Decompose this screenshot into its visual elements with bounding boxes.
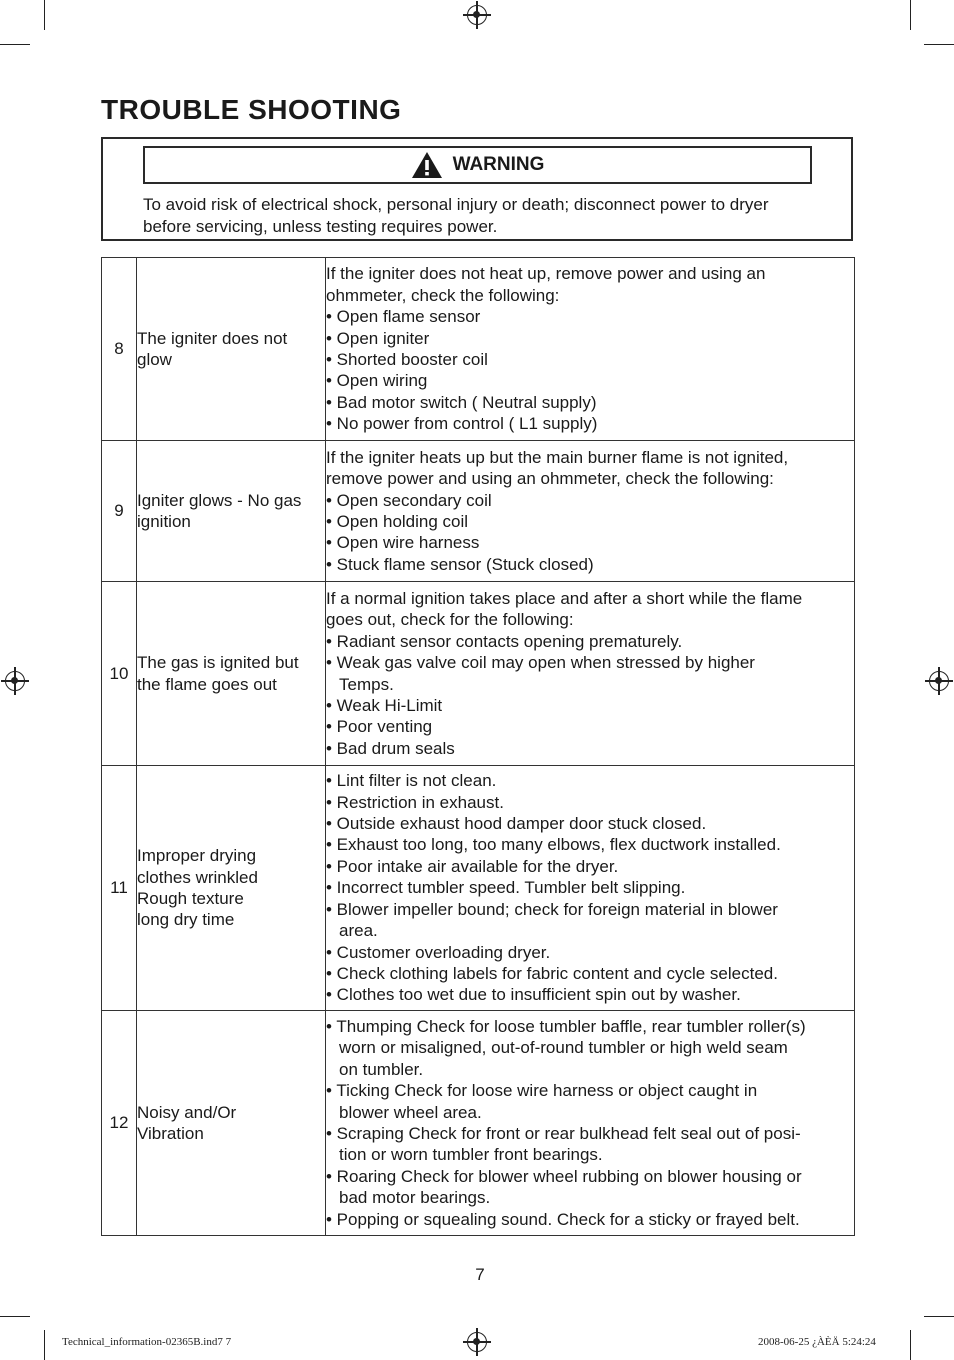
table-row bbox=[102, 582, 855, 766]
fix-line: • Weak Hi-Limit bbox=[326, 695, 443, 715]
fix-line: on tumbler. bbox=[339, 1059, 424, 1079]
fix-cell bbox=[326, 582, 855, 766]
crop-mark bbox=[910, 0, 911, 30]
symptom-cell bbox=[137, 258, 326, 441]
fix-line: • No power from control ( L1 supply) bbox=[326, 414, 598, 434]
crop-mark bbox=[44, 1330, 45, 1360]
symptom-line: Improper drying bbox=[137, 846, 257, 866]
symptom-cell bbox=[137, 766, 326, 1011]
fix-cell bbox=[326, 258, 855, 441]
row-number: 12 bbox=[102, 1011, 137, 1236]
warning-text bbox=[143, 194, 843, 238]
fix-line: • Radiant sensor contacts opening prematurely. bbox=[326, 631, 683, 651]
fix-line: remove power and using an ohmmeter, check the following: bbox=[326, 469, 774, 489]
fix-line: • Open secondary coil bbox=[326, 490, 492, 510]
fix-line: • Bad motor switch ( Neutral supply) bbox=[326, 392, 597, 412]
footer-file: Technical_information-02365B.ind7 7 bbox=[62, 1336, 232, 1348]
symptom-line: clothes wrinkled bbox=[137, 867, 258, 887]
fix-line: • Scraping Check for front or rear bulkhead felt seal out of posi- bbox=[326, 1124, 801, 1143]
fix-line: • Open wire harness bbox=[326, 533, 480, 553]
fix-line: • Poor intake air available for the dryer. bbox=[326, 856, 619, 876]
warning-header bbox=[143, 146, 812, 184]
troubleshooting-table bbox=[101, 257, 855, 1236]
fix-line: • Outside exhaust hood damper door stuck closed. bbox=[326, 814, 707, 834]
symptom-line: Igniter glows - No gas bbox=[137, 490, 302, 510]
page-title: TROUBLE SHOOTING bbox=[101, 94, 402, 125]
fix-line: Temps. bbox=[339, 674, 394, 694]
fix-cell bbox=[326, 441, 855, 582]
fix-line: • Roaring Check for blower wheel rubbing on blower housing or bbox=[326, 1166, 802, 1186]
fix-line: • Lint filter is not clean. bbox=[326, 771, 497, 791]
fix-line: • Open flame sensor bbox=[326, 307, 481, 327]
fix-line: • Incorrect tumbler speed. Tumbler belt slipping. bbox=[326, 878, 686, 898]
symptom-cell bbox=[137, 1011, 326, 1236]
registration-mark-icon bbox=[467, 1332, 487, 1352]
warning-box bbox=[101, 137, 853, 241]
fix-line: area. bbox=[339, 921, 378, 941]
crop-mark bbox=[924, 44, 954, 45]
fix-cell bbox=[326, 766, 855, 1011]
page-number: 7 bbox=[475, 1265, 485, 1284]
crop-mark bbox=[910, 1330, 911, 1360]
fix-line: ohmmeter, check the following: bbox=[326, 285, 560, 305]
table-row bbox=[102, 441, 855, 582]
fix-line: • Clothes too wet due to insufficient spin out by washer. bbox=[326, 985, 741, 1005]
crop-mark bbox=[924, 1316, 954, 1317]
fix-line: • Exhaust too long, too many elbows, flex ductwork installed. bbox=[326, 835, 781, 855]
fix-line: • Customer overloading dryer. bbox=[326, 942, 551, 962]
symptom-line: The gas is ignited but bbox=[137, 653, 299, 673]
symptom-cell bbox=[137, 582, 326, 766]
crop-mark bbox=[44, 0, 45, 30]
fix-line: • Thumping Check for loose tumbler baffle, rear tumbler roller(s) bbox=[326, 1016, 806, 1036]
fix-cell bbox=[326, 1011, 855, 1236]
symptom-line: glow bbox=[137, 350, 172, 369]
symptom-line: Rough texture bbox=[137, 889, 244, 908]
table-row bbox=[102, 766, 855, 1011]
registration-mark-icon bbox=[929, 671, 949, 691]
symptom-line: Noisy and/Or bbox=[137, 1102, 237, 1122]
row-number: 8 bbox=[102, 258, 137, 441]
warning-triangle-icon bbox=[411, 151, 443, 179]
fix-line: goes out, check for the following: bbox=[326, 610, 574, 630]
fix-line: • Bad drum seals bbox=[326, 738, 455, 758]
fix-line: • Open igniter bbox=[326, 328, 430, 348]
symptom-line: ignition bbox=[137, 512, 191, 531]
fix-line: If a normal ignition takes place and after a short while the flame bbox=[326, 588, 803, 608]
symptom-line: The igniter does not bbox=[137, 328, 288, 348]
warning-text-line: To avoid risk of electrical shock, personal injury or death; disconnect power to dryer bbox=[143, 195, 769, 214]
fix-line: tion or worn tumbler front bearings. bbox=[339, 1145, 603, 1165]
symptom-line: Vibration bbox=[137, 1124, 204, 1143]
symptom-cell bbox=[137, 441, 326, 582]
crop-mark bbox=[0, 1316, 30, 1317]
fix-line: worn or misaligned, out-of-round tumbler or high weld seam bbox=[339, 1038, 788, 1058]
warning-text-line: before servicing, unless testing requires power. bbox=[143, 217, 498, 236]
fix-line: bad motor bearings. bbox=[339, 1188, 491, 1208]
fix-line: • Ticking Check for loose wire harness or object caught in bbox=[326, 1081, 758, 1101]
row-number: 10 bbox=[102, 582, 137, 766]
fix-line: • Blower impeller bound; check for foreign material in blower bbox=[326, 899, 778, 919]
fix-line: • Popping or squealing sound. Check for a sticky or frayed belt. bbox=[326, 1209, 800, 1229]
row-number: 9 bbox=[102, 441, 137, 582]
fix-line: • Restriction in exhaust. bbox=[326, 792, 504, 812]
fix-line: • Poor venting bbox=[326, 717, 433, 737]
warning-heading: WARNING bbox=[452, 154, 545, 175]
fix-line: • Shorted booster coil bbox=[326, 350, 488, 369]
fix-line: If the igniter heats up but the main burner flame is not ignited, bbox=[326, 447, 789, 467]
symptom-line: the flame goes out bbox=[137, 674, 277, 694]
fix-line: • Weak gas valve coil may open when stressed by higher bbox=[326, 653, 755, 673]
fix-line: • Check clothing labels for fabric content and cycle selected. bbox=[326, 963, 778, 983]
table-row bbox=[102, 1011, 855, 1236]
fix-line: If the igniter does not heat up, remove power and using an bbox=[326, 264, 766, 284]
table-row bbox=[102, 258, 855, 441]
registration-mark-icon bbox=[5, 671, 25, 691]
fix-line: • Open wiring bbox=[326, 371, 428, 391]
symptom-line: long dry time bbox=[137, 910, 235, 930]
fix-line: • Stuck flame sensor (Stuck closed) bbox=[326, 554, 594, 574]
fix-line: • Open holding coil bbox=[326, 512, 469, 531]
crop-mark bbox=[0, 44, 30, 45]
fix-line: blower wheel area. bbox=[339, 1102, 482, 1122]
row-number: 11 bbox=[102, 766, 137, 1011]
footer-timestamp: 2008-06-25 ¿ÀÈÄ 5:24:24 bbox=[758, 1336, 876, 1348]
registration-mark-icon bbox=[467, 5, 487, 25]
